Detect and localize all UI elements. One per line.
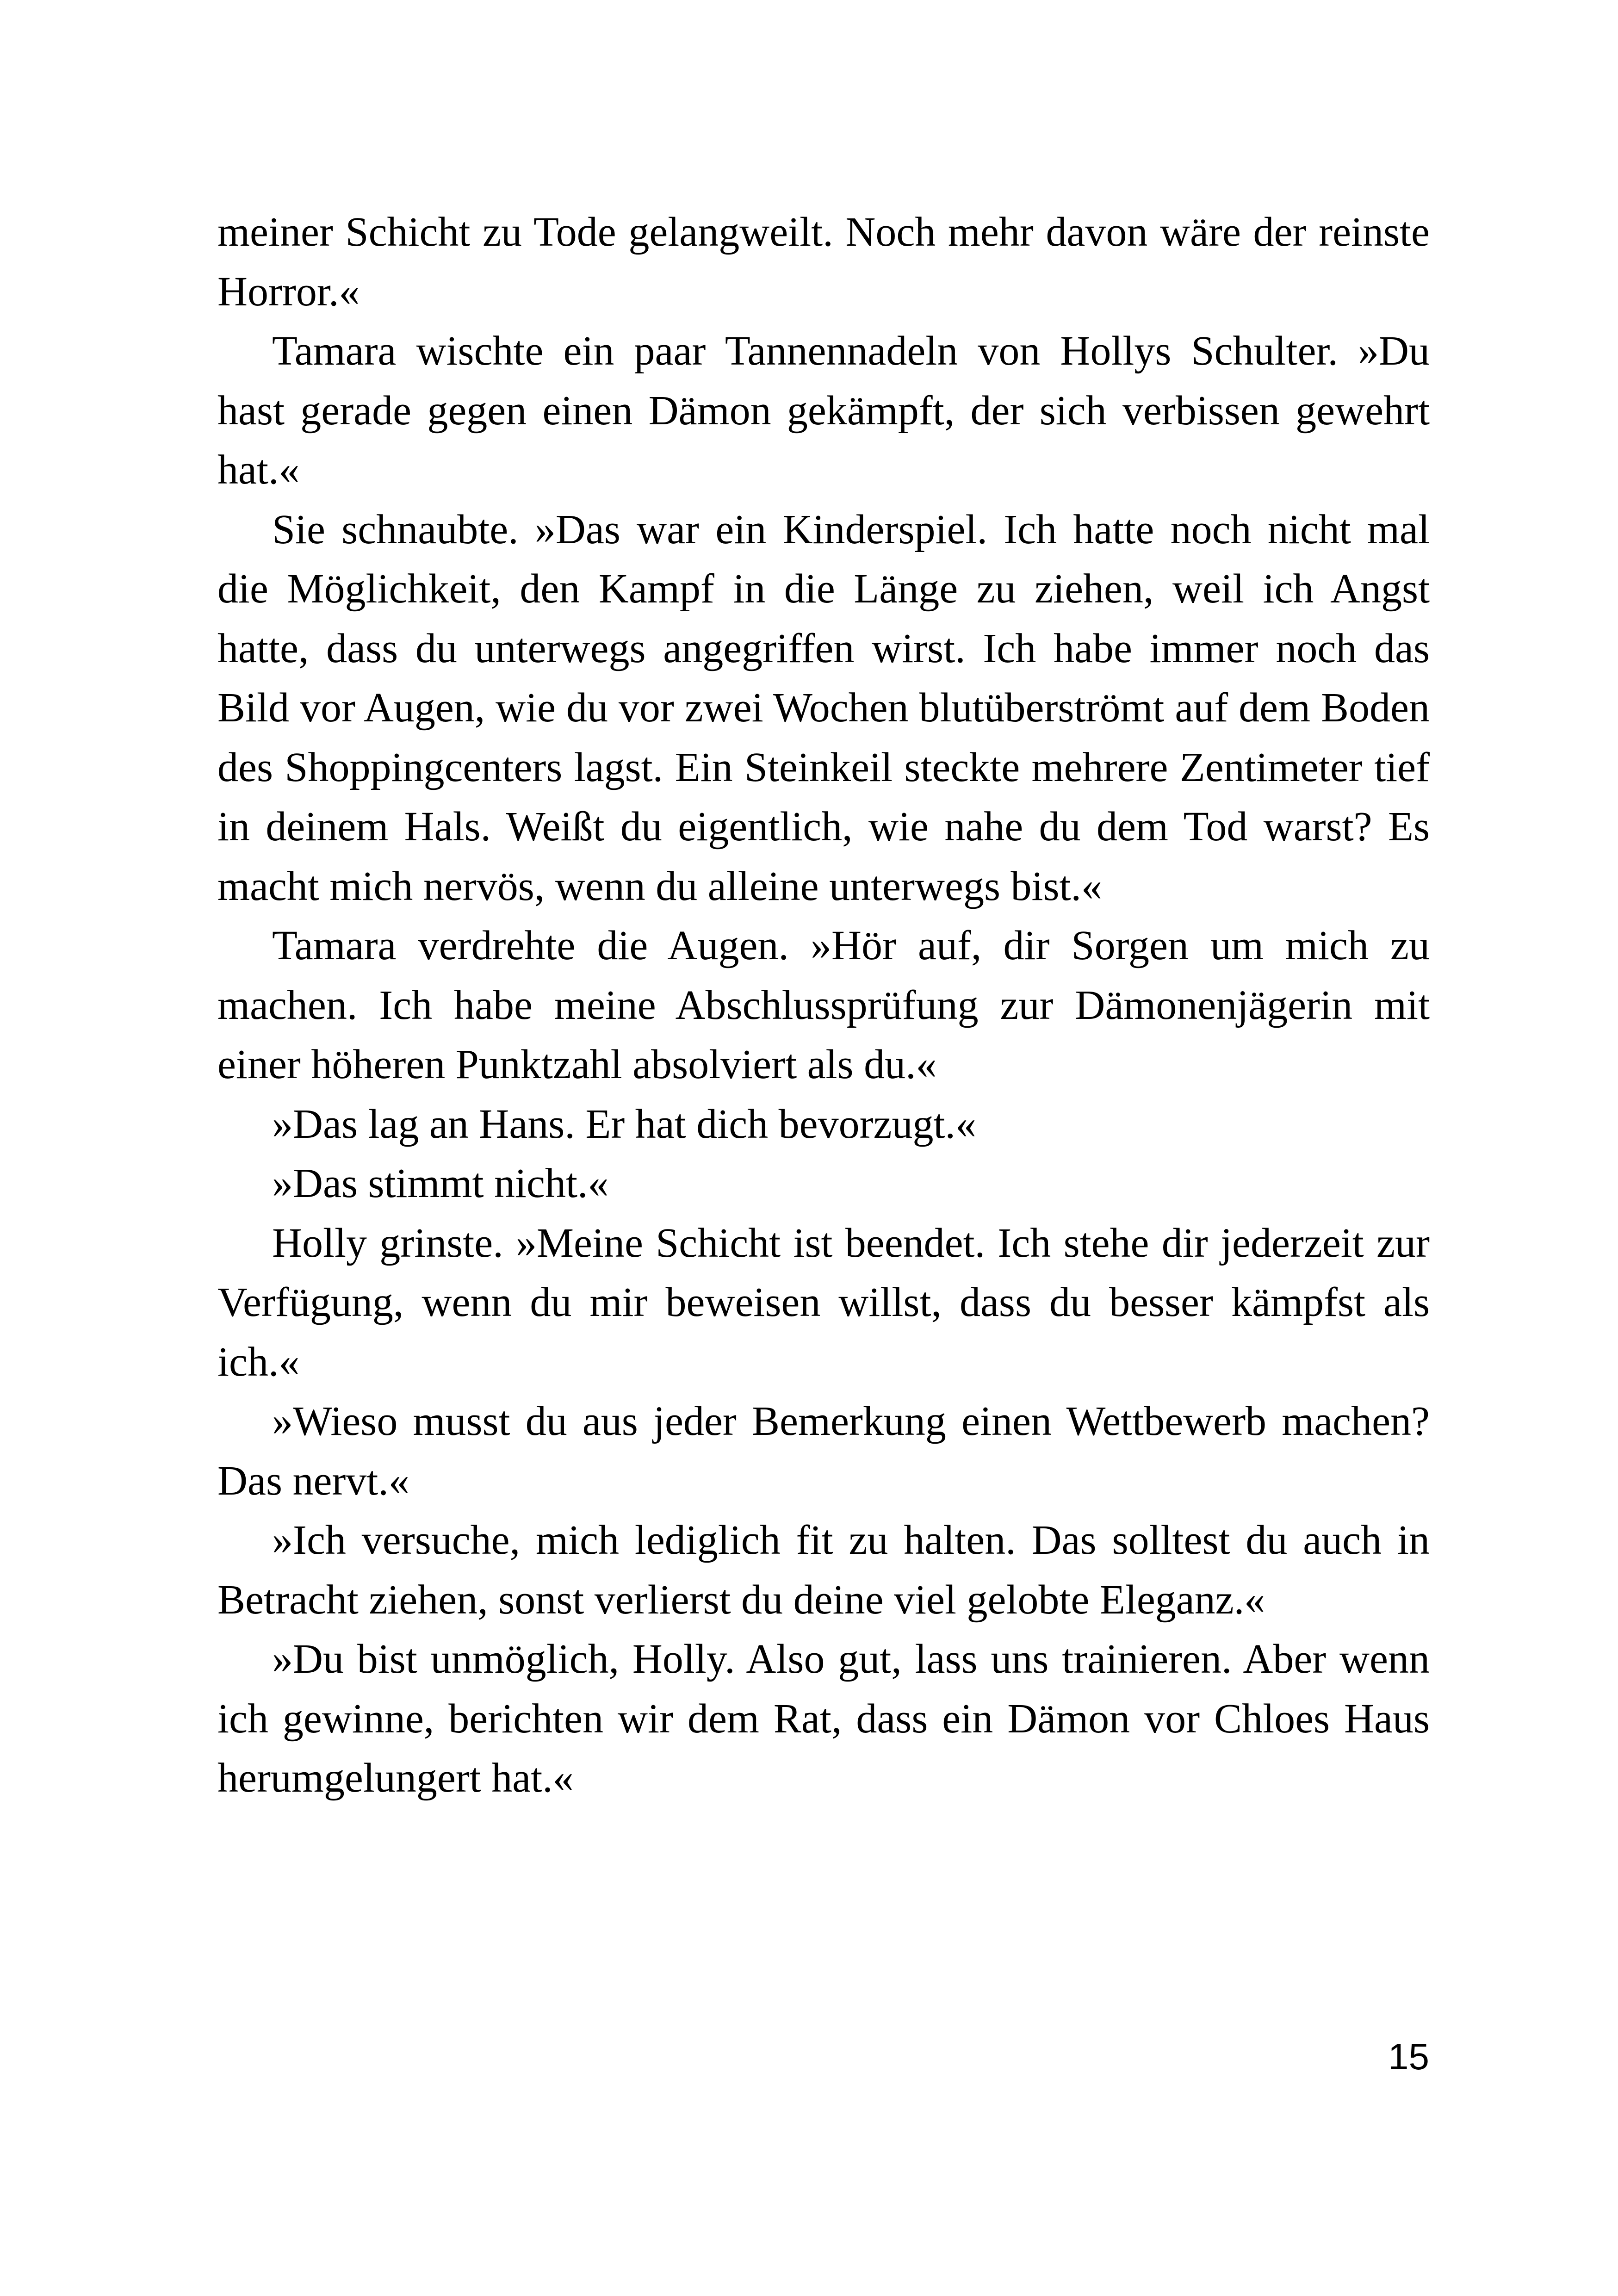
paragraph: Tamara verdrehte die Augen. »Hör auf, dir Sorgen um mich zu machen. Ich habe meine Abschlussprüfung zur Dämonenjägerin mit einer höheren Punktzahl absolviert als du.« bbox=[217, 923, 1430, 1087]
page-number: 15 bbox=[1388, 2036, 1429, 2077]
paragraph: Holly grinste. »Meine Schicht ist beendet. Ich stehe dir jederzeit zur Verfügung, wenn du mir beweisen willst, dass du besser kämpfst als ich.« bbox=[217, 1220, 1430, 1385]
paragraph: Tamara wischte ein paar Tannennadeln von Hollys Schulter. »Du hast gerade gegen einen Dämon gekämpft, der sich verbissen gewehrt hat.« bbox=[217, 328, 1430, 493]
paragraph: »Du bist unmöglich, Holly. Also gut, lass uns trainieren. Aber wenn ich gewinne, berichten wir dem Rat, dass ein Dämon vor Chloes Haus herumgelungert hat.« bbox=[217, 1636, 1430, 1801]
paragraph: meiner Schicht zu Tode gelangweilt. Noch mehr davon wäre der reinste Horror.« bbox=[217, 209, 1430, 315]
body-text bbox=[217, 203, 1430, 1808]
paragraph: »Das lag an Hans. Er hat dich bevorzugt.« bbox=[272, 1101, 977, 1147]
paragraph: Sie schnaubte. »Das war ein Kinderspiel. Ich hatte noch nicht mal die Möglichkeit, den Kampf in die Länge zu ziehen, weil ich Angst hatte, dass du unterwegs angegriffen wirst. Ich habe immer noch das Bild vor Augen, wie du vor zwei Wochen blutüberströmt auf dem Boden des Shoppingcenters lagst. Ein Steinkeil steckte mehrere Zentimeter tief in deinem Hals. Weißt du eigentlich, wie nahe du dem Tod warst? Es macht mich nervös, wenn du alleine unterwegs bist.« bbox=[217, 506, 1430, 909]
paragraph: »Wieso musst du aus jeder Bemerkung einen Wettbewerb machen? Das nervt.« bbox=[217, 1398, 1430, 1504]
paragraph: »Ich versuche, mich lediglich fit zu halten. Das solltest du auch in Betracht ziehen, sonst verlierst du deine viel gelobte Eleganz.« bbox=[217, 1517, 1430, 1623]
paragraph: »Das stimmt nicht.« bbox=[272, 1160, 609, 1206]
